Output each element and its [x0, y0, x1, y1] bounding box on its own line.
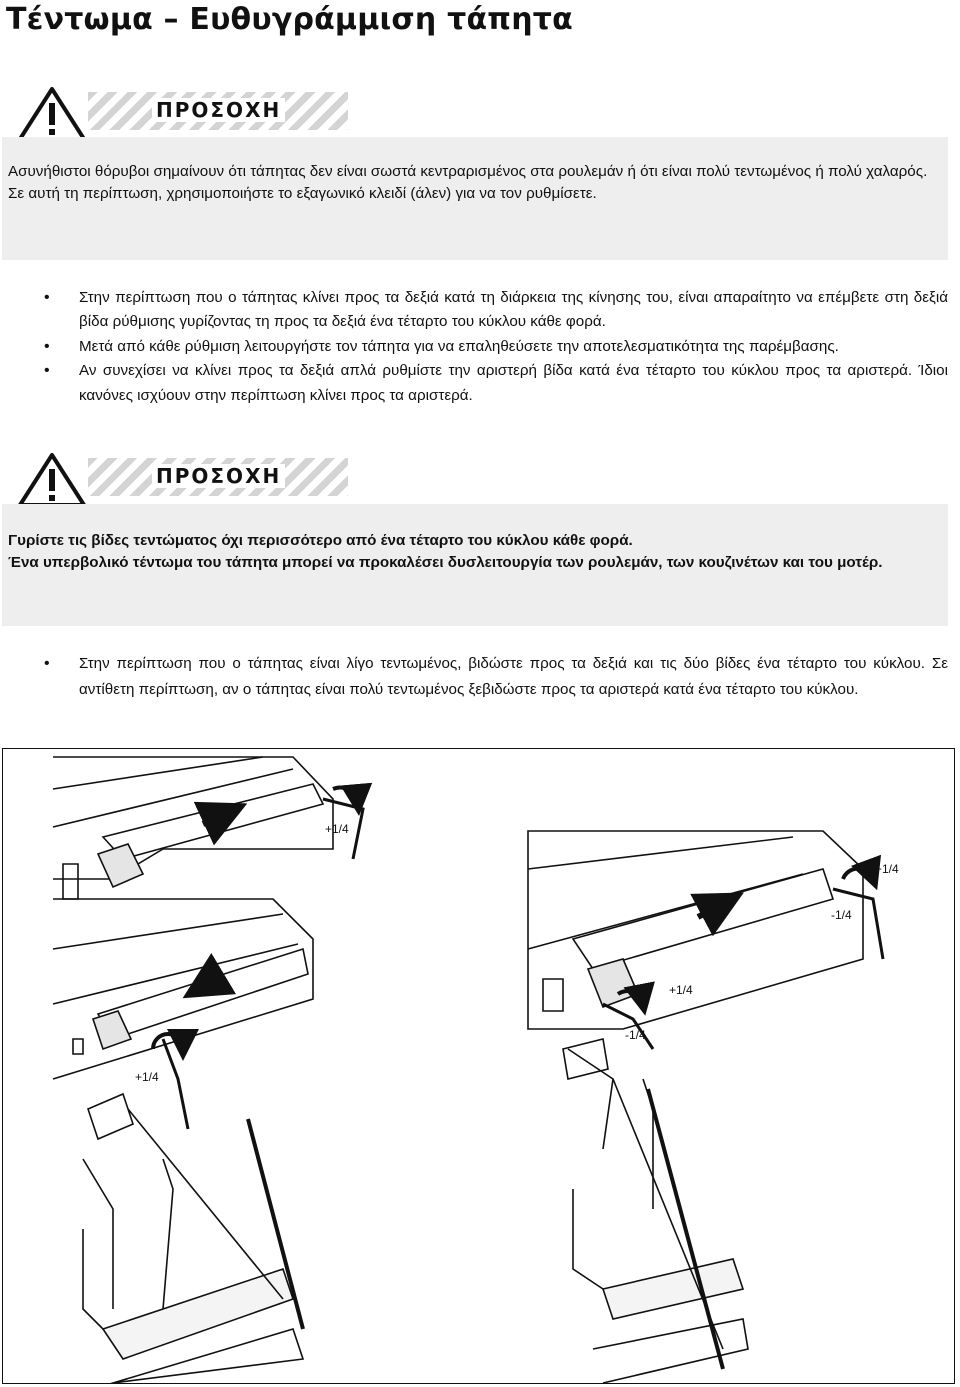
warning-triangle-icon	[18, 452, 86, 508]
instruction-list	[0, 286, 948, 408]
page-title: Τέντωμα – Ευθυγράμμιση τάπητα	[6, 2, 573, 37]
treadmill-illustration	[3, 749, 954, 1383]
list-item: • Στην περίπτωση που ο τάπητας είναι λίγο τεντωμένος, βιδώστε προς τα δεξιά και τις δύο βίδες ένα τέταρτο του κύκλου. Σε αντίθετη περίπτωση, αν ο τάπητας είναι πολύ τεντωμένος ξεβιδώστε προς τα αριστερά κατά ένα τέταρτο του κύκλου.	[0, 651, 948, 702]
warning-label: ΠΡΟΣΟΧΗ	[152, 464, 285, 488]
rotation-label: +1/4	[325, 822, 349, 836]
treadmill-adjustment-figure	[2, 748, 955, 1384]
warning-text: Ένα υπερβολικό τέντωμα του τάπητα μπορεί να προκαλέσει δυσλειτουργία των ρουλεμάν, των κουζινέτων και του μοτέρ.	[8, 554, 883, 571]
rotation-label: +1/4	[669, 983, 693, 997]
warning-text: Γυρίστε τις βίδες τεντώματος όχι περισσότερο από ένα τέταρτο του κύκλου κάθε φορά.	[8, 532, 633, 549]
warning-text: Ασυνήθιστοι θόρυβοι σημαίνουν ότι τάπητας δεν είναι σωστά κεντραρισμένος στα ρουλεμάν ή ότι είναι πολύ τεντωμένος ή πολύ χαλαρός.	[8, 163, 928, 180]
list-item: • Στην περίπτωση που ο τάπητας κλίνει προς τα δεξιά κατά τη διάρκεια της κίνησης του, είναι απαραίτητο να επέμβετε στη δεξιά βίδα ρύθμισης γυρίζοντας τη προς τα δεξιά ένα τέταρτο του κύκλου κάθε φορά.	[0, 286, 948, 335]
warning-triangle-icon	[18, 86, 86, 142]
warning-header	[2, 84, 348, 144]
rotation-label: -1/4	[831, 908, 852, 922]
warning-box	[2, 137, 948, 260]
warning-box	[2, 504, 948, 626]
list-item: • Αν συνεχίσει να κλίνει προς τα δεξιά απλά ρυθμίστε την αριστερή βίδα κατά ένα τέταρτο του κύκλου προς τα αριστερά. Ίδιοι κανόνες ισχύουν στην περίπτωση κλίνει προς τα αριστερά.	[0, 359, 948, 408]
warning-header	[2, 450, 348, 510]
rotation-label: -1/4	[625, 1028, 646, 1042]
rotation-label: +1/4	[875, 862, 899, 876]
warning-label: ΠΡΟΣΟΧΗ	[152, 98, 285, 122]
list-item: • Μετά από κάθε ρύθμιση λειτουργήστε τον τάπητα για να επαληθεύσετε την αποτελεσματικότητα της παρέμβασης.	[0, 335, 948, 359]
rotation-label: +1/4	[135, 1070, 159, 1084]
instruction-list	[0, 651, 948, 702]
warning-text: Σε αυτή τη περίπτωση, χρησιμοποιήστε το εξαγωνικό κλειδί (άλεν) για να τον ρυθμίσετε.	[8, 185, 597, 202]
